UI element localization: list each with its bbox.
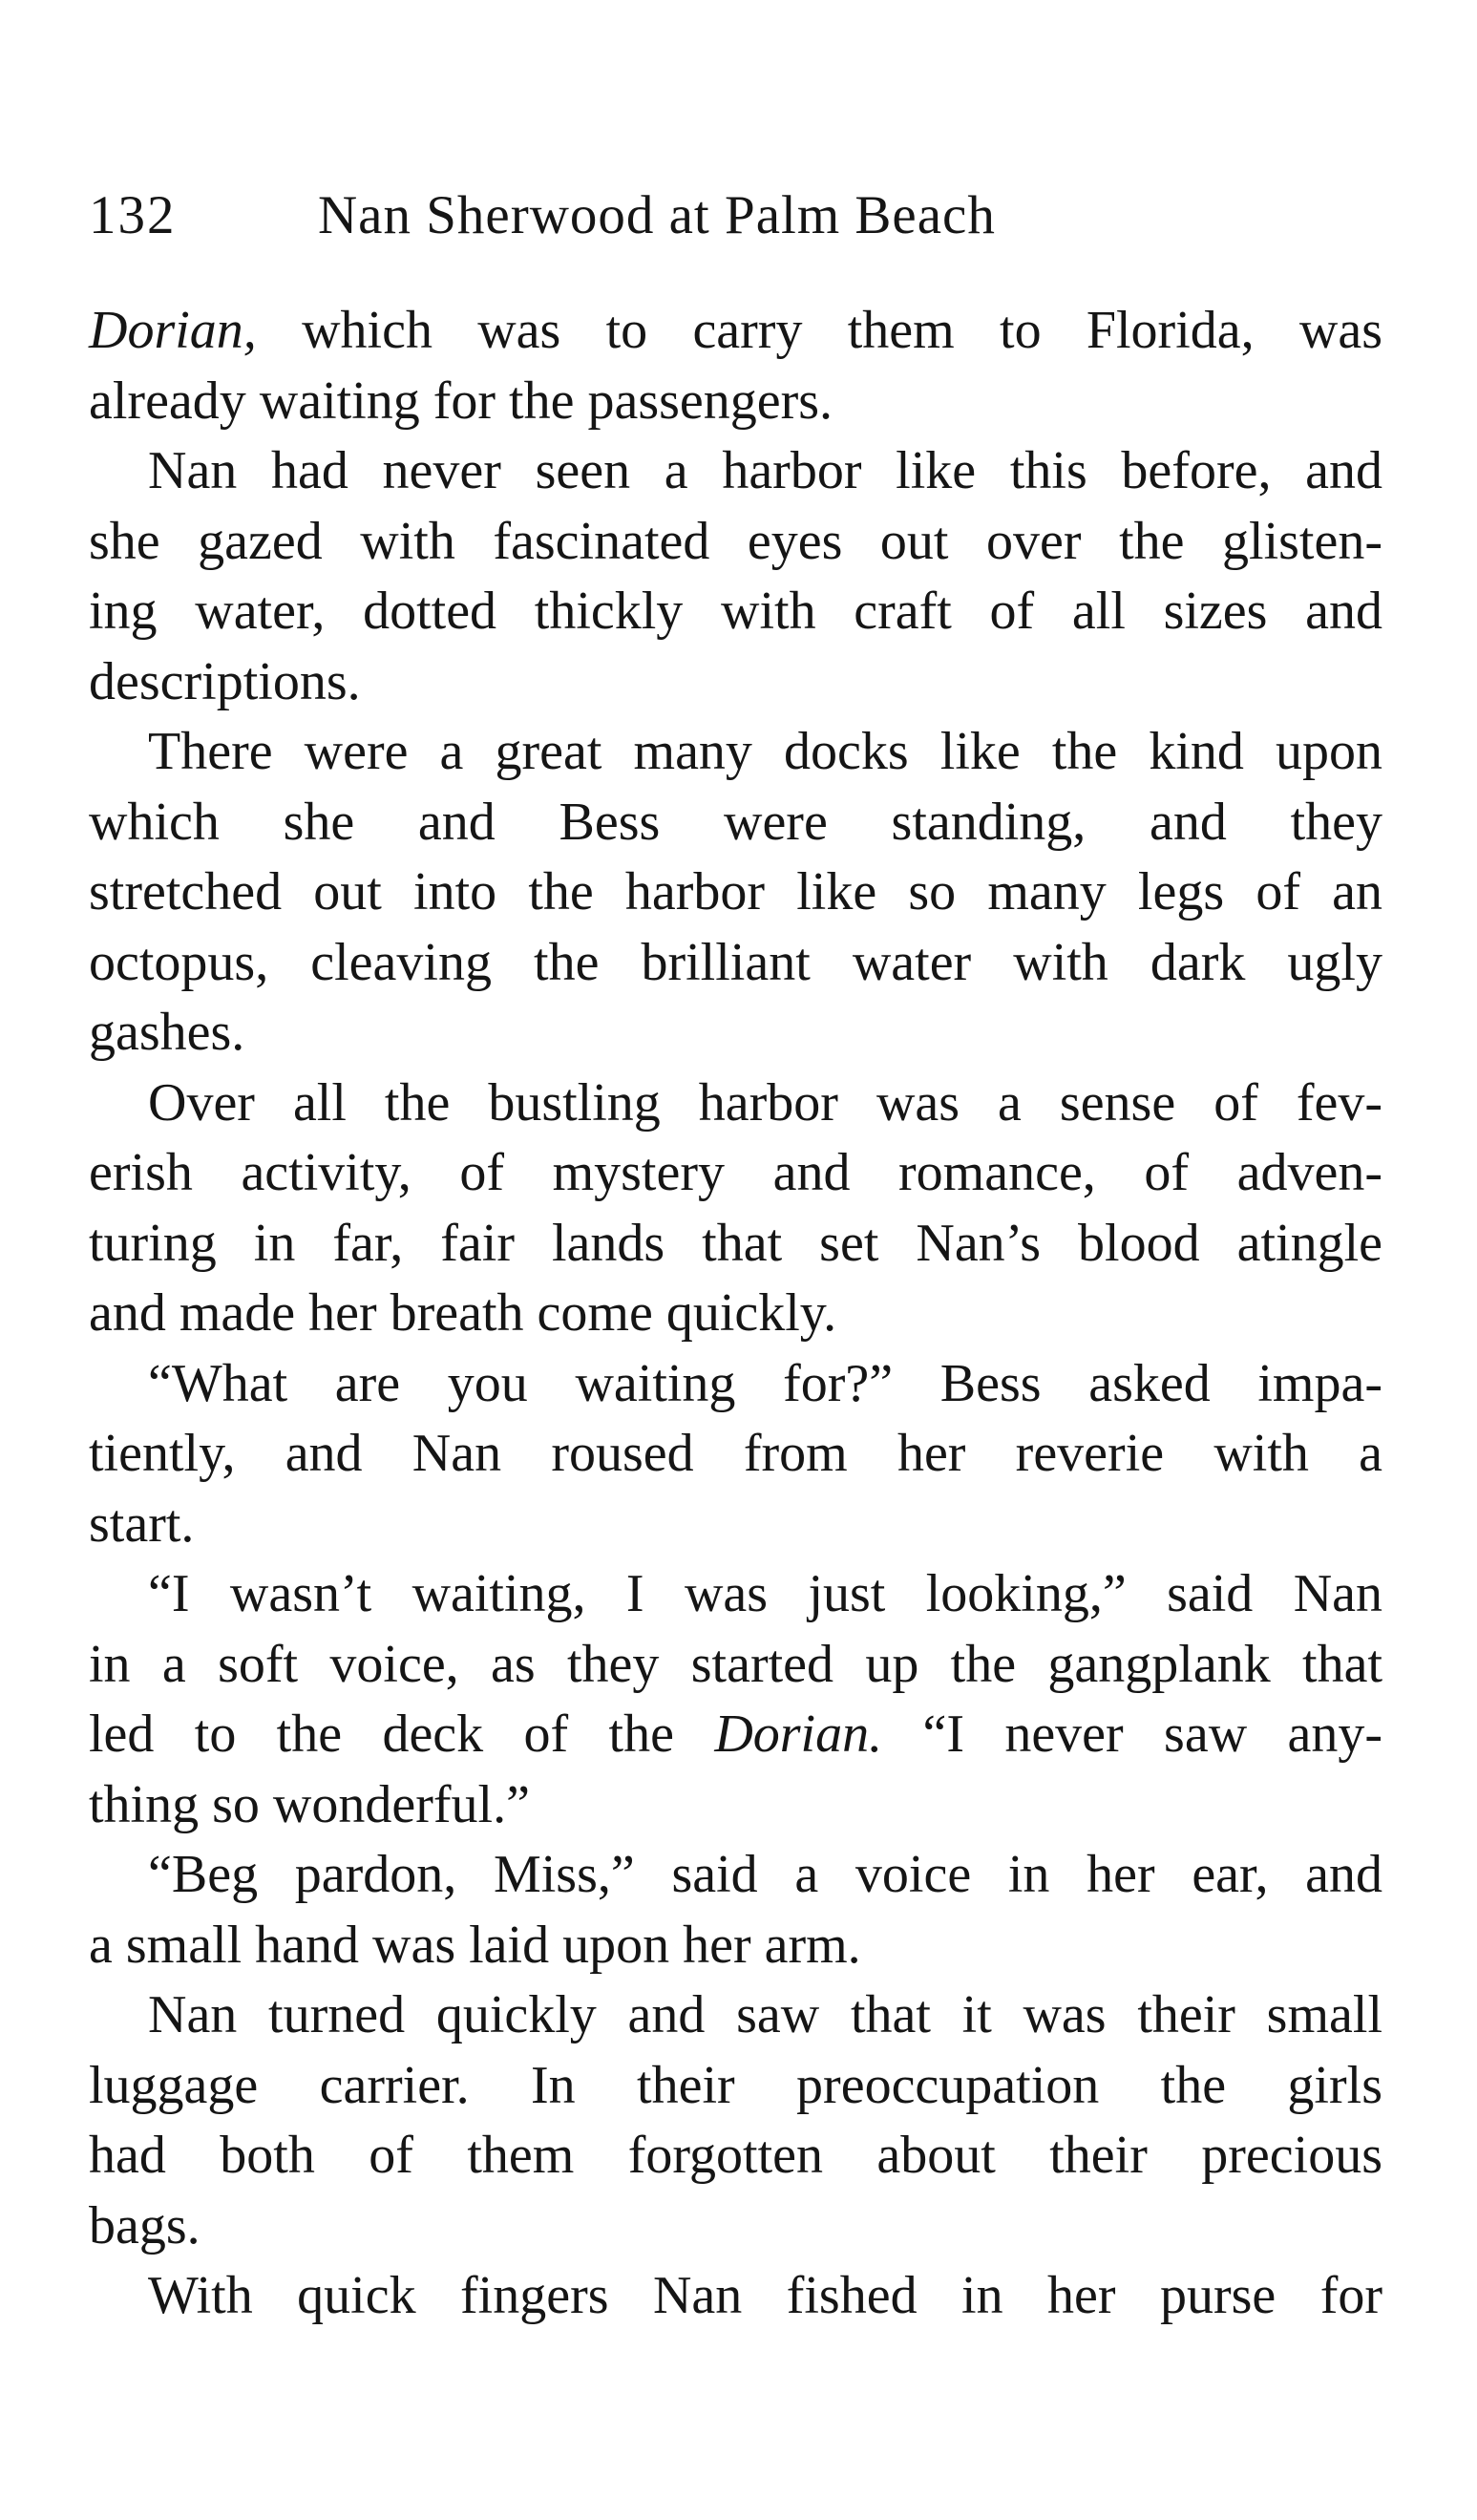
text-line — [89, 577, 1382, 647]
text-segment: “I wasn’t waiting, I was just looking,” said Nan — [148, 1564, 1382, 1623]
book-title: Nan Sherwood at Palm Beach — [318, 185, 996, 245]
text-segment: erish activity, of mystery and romance, of adven- — [89, 1143, 1382, 1202]
text-segment: Over all the bustling harbor was a sense of fev- — [148, 1072, 1382, 1133]
text-line — [89, 717, 1382, 788]
text-segment: descriptions. — [89, 651, 361, 711]
page-number: 132 — [89, 185, 177, 245]
text-segment: tiently, and Nan roused from her reverie with a — [89, 1424, 1382, 1483]
text-segment: There were a great many docks like the kind upon — [148, 722, 1382, 781]
text-line — [89, 2121, 1382, 2192]
italic-text: Dorian, — [89, 301, 257, 360]
text-line — [89, 928, 1382, 999]
text-segment: Nan turned quickly and saw that it was their small — [148, 1985, 1382, 2044]
text-line — [89, 296, 1382, 367]
text-line — [89, 1349, 1382, 1420]
text-line — [89, 1630, 1382, 1701]
text-line — [89, 1559, 1382, 1630]
text-segment: in a soft voice, as they started up the gangplank that — [89, 1634, 1382, 1694]
text-segment: octopus, cleaving the brilliant water with dark ugly — [89, 932, 1382, 992]
running-head — [89, 178, 1387, 254]
text-segment: led to the deck of the — [89, 1705, 715, 1764]
text-segment: “I never saw any- — [882, 1705, 1382, 1764]
text-segment: ing water, dotted thickly with craft of all sizes and — [89, 582, 1382, 641]
text-line — [89, 1980, 1382, 2051]
body-text — [89, 296, 1382, 2332]
text-line — [89, 1840, 1382, 1911]
text-segment: turing in far, fair lands that set Nan’s blood atingle — [89, 1213, 1382, 1273]
text-segment: With quick fingers Nan fished in her purse for — [148, 2266, 1382, 2325]
text-line — [89, 998, 1382, 1069]
text-line — [89, 1490, 1382, 1560]
italic-text: Dorian. — [714, 1705, 883, 1764]
text-line — [89, 1138, 1382, 1209]
text-segment: “What are you waiting for?” Bess asked impa- — [148, 1353, 1382, 1413]
text-line — [89, 367, 1382, 437]
text-segment: start. — [89, 1493, 195, 1554]
text-segment: “Beg pardon, Miss,” said a voice in her ear, and — [148, 1845, 1382, 1904]
text-segment: and made her breath come quickly. — [89, 1283, 837, 1343]
text-segment: stretched out into the harbor like so many legs of an — [89, 862, 1382, 921]
text-segment: bags. — [89, 2195, 200, 2255]
text-segment: thing so wonderful.” — [89, 1774, 530, 1834]
text-line — [89, 647, 1382, 718]
text-line — [89, 1279, 1382, 1349]
text-line — [89, 2261, 1382, 2332]
text-segment: which was to carry them to Florida, was — [256, 301, 1382, 360]
text-line — [89, 2192, 1382, 2262]
text-line — [89, 2051, 1382, 2122]
text-line — [89, 1209, 1382, 1280]
text-segment: already waiting for the passengers. — [89, 371, 833, 431]
text-line — [89, 1770, 1382, 1841]
text-segment: she gazed with fascinated eyes out over the glisten- — [89, 511, 1382, 571]
text-line — [89, 788, 1382, 858]
text-line — [89, 1700, 1382, 1770]
text-segment: which she and Bess were standing, and they — [89, 792, 1382, 852]
text-segment: had both of them forgotten about their precious — [89, 2126, 1382, 2185]
text-line — [89, 1419, 1382, 1490]
text-line — [89, 436, 1382, 507]
text-line — [89, 858, 1382, 928]
text-segment: Nan had never seen a harbor like this before, and — [148, 441, 1382, 500]
text-segment: a small hand was laid upon her arm. — [89, 1915, 861, 1975]
text-line — [89, 1911, 1382, 1981]
text-segment: gashes. — [89, 1003, 245, 1062]
text-line — [89, 507, 1382, 578]
text-segment: luggage carrier. In their preoccupation the girls — [89, 2055, 1382, 2115]
text-line — [89, 1069, 1382, 1139]
